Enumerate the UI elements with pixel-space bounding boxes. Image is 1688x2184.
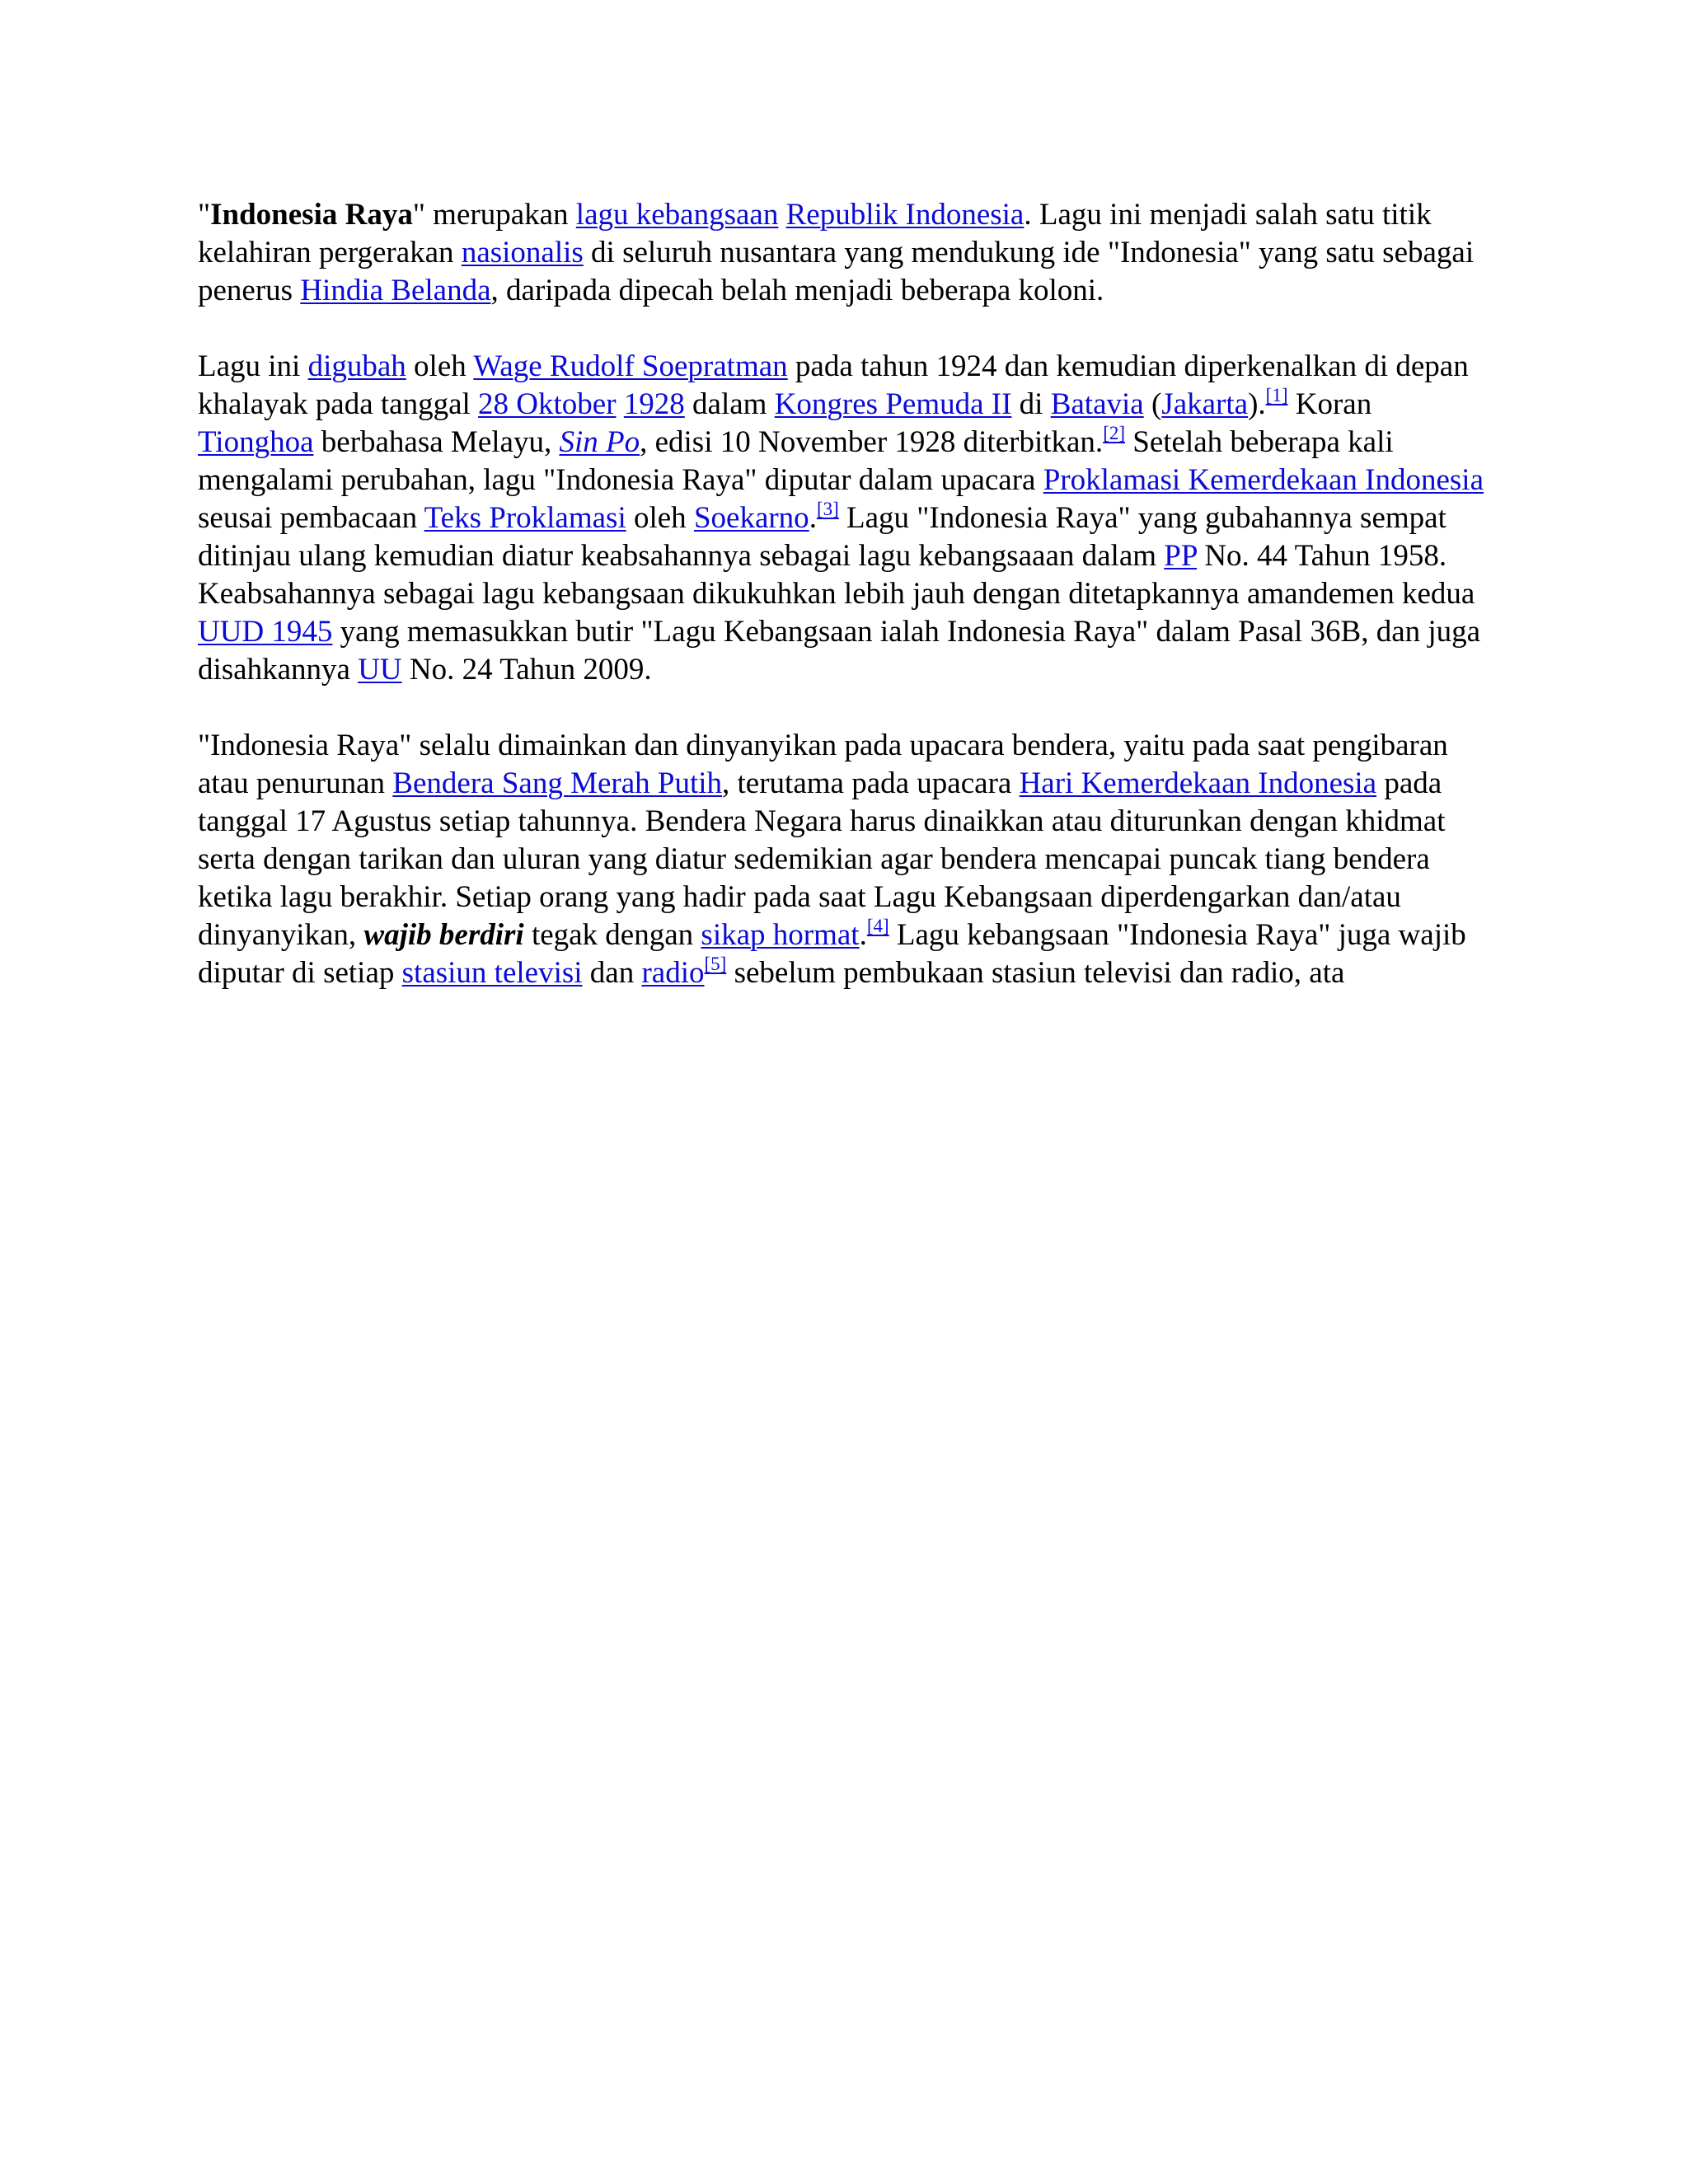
link-28-oktober[interactable]: 28 Oktober (478, 387, 617, 421)
text-run: Setelah beberapa kali mengalami perubahan, lagu "Indonesia Raya" diputar dalam upacara (198, 425, 1394, 497)
link-soekarno[interactable]: Soekarno (693, 501, 809, 535)
link-digubah[interactable]: digubah (307, 349, 406, 383)
text-run: dan (582, 956, 642, 990)
text-run: No. 44 Tahun 1958. Keabsahannya sebagai lagu kebangsaan dikukuhkan lebih jauh dengan ditetapkannya amandemen kedua (198, 539, 1475, 611)
link-teks-proklamasi[interactable]: Teks Proklamasi (424, 501, 626, 535)
link-nasionalis[interactable]: nasionalis (461, 236, 584, 269)
paragraph-history (198, 348, 1484, 689)
link-batavia[interactable]: Batavia (1050, 387, 1144, 421)
text-run: ( (1143, 387, 1162, 421)
text-run: berbahasa Melayu, (313, 425, 560, 459)
citation-superscript (1103, 423, 1125, 443)
text-run (778, 198, 785, 232)
text-run: pada tahun 1924 dan kemudian diperkenalkan di depan khalayak pada tanggal (198, 349, 1469, 421)
citation-superscript (1266, 385, 1288, 405)
link-hindia-belanda[interactable]: Hindia Belanda (300, 274, 491, 307)
text-run: seusai pembacaan (198, 501, 424, 535)
text-run: dalam (684, 387, 775, 421)
link-republik-indonesia[interactable]: Republik Indonesia (785, 198, 1025, 232)
citation-link-2[interactable]: [2] (1103, 423, 1126, 443)
text-run: di (1011, 387, 1051, 421)
link-sikap-hormat[interactable]: sikap hormat (701, 918, 860, 952)
link-pp[interactable]: PP (1164, 539, 1198, 573)
paragraph-usage (198, 727, 1484, 992)
text-run: , edisi 10 November 1928 diterbitkan. (640, 425, 1104, 459)
link-bendera-sang-merah-putih[interactable]: Bendera Sang Merah Putih (392, 766, 723, 800)
text-run: yang memasukkan butir "Lagu Kebangsaan ialah Indonesia Raya" dalam Pasal 36B, dan juga disahkannya (198, 615, 1481, 687)
text-run: " (198, 198, 211, 232)
text-run (617, 387, 624, 421)
link-uu[interactable]: UU (358, 653, 402, 687)
citation-superscript (817, 499, 839, 519)
link-proklamasi-kemerdekaan-indonesia[interactable]: Proklamasi Kemerdekaan Indonesia (1043, 463, 1484, 497)
text-run: oleh (626, 501, 694, 535)
text-run: ). (1248, 387, 1266, 421)
text-run: . (809, 501, 817, 535)
link-tionghoa[interactable]: Tionghoa (198, 425, 314, 459)
paragraph-intro (198, 196, 1484, 310)
link-stasiun-televisi[interactable]: stasiun televisi (401, 956, 583, 990)
text-run: sebelum pembukaan stasiun televisi dan radio, ata (726, 956, 1345, 990)
bold-text: Indonesia Raya (210, 198, 413, 232)
text-run: Lagu kebangsaan "Indonesia Raya" juga wajib diputar di setiap (198, 918, 1466, 990)
text-run: Lagu "Indonesia Raya" yang gubahannya sempat ditinjau ulang kemudian diatur keabsahannya sebagai lagu kebangsaaan dalam (198, 501, 1447, 573)
link-lagu-kebangsaan[interactable]: lagu kebangsaan (575, 198, 779, 232)
bold-italic-text: wajib berdiri (363, 918, 524, 952)
text-run: Lagu ini (198, 349, 308, 383)
citation-link-5[interactable]: [5] (704, 954, 727, 974)
text-run: , terutama pada upacara (722, 766, 1020, 800)
text-run: oleh (406, 349, 474, 383)
link-kongres-pemuda-ii[interactable]: Kongres Pemuda II (774, 387, 1012, 421)
text-run: di seluruh nusantara yang mendukung ide "Indonesia" yang satu sebagai penerus (198, 236, 1475, 307)
text-run: . (859, 918, 867, 952)
link-uud-1945[interactable]: UUD 1945 (198, 615, 333, 649)
link-radio[interactable]: radio (641, 956, 705, 990)
link-sin-po[interactable]: Sin Po (559, 425, 640, 459)
text-run: " merupakan (412, 198, 576, 232)
link-jakarta[interactable]: Jakarta (1161, 387, 1249, 421)
link-1928[interactable]: 1928 (623, 387, 685, 421)
text-run: pada tanggal 17 Agustus setiap tahunnya. Bendera Negara harus dinaikkan atau diturunkan dengan khidmat serta dengan tarikan dan uluran yang diatur sedemikian agar bendera mencapai puncak tiang bendera ketika lagu berakhir. Setiap orang yang hadir pada saat Lagu Kebangsaan diperdengarkan dan/atau dinyanyikan, (198, 766, 1446, 952)
text-run: Koran (1287, 387, 1372, 421)
citation-link-1[interactable]: [1] (1265, 385, 1288, 405)
text-run: , daripada dipecah belah menjadi beberapa koloni. (490, 274, 1104, 307)
citation-link-3[interactable]: [3] (816, 499, 839, 519)
text-run: tegak dengan (523, 918, 701, 952)
link-hari-kemerdekaan-indonesia[interactable]: Hari Kemerdekaan Indonesia (1019, 766, 1377, 800)
article-body (198, 196, 1484, 1030)
citation-superscript (705, 954, 727, 974)
text-run: No. 24 Tahun 2009. (401, 653, 652, 687)
text-run: "Indonesia Raya" selalu dimainkan dan dinyanyikan pada upacara bendera, yaitu pada saat pengibaran atau penurunan (198, 729, 1448, 800)
citation-link-4[interactable]: [4] (866, 916, 889, 936)
citation-superscript (867, 916, 889, 936)
link-wage-rudolf-soepratman[interactable]: Wage Rudolf Soepratman (473, 349, 788, 383)
text-run: . Lagu ini menjadi salah satu titik kelahiran pergerakan (198, 198, 1432, 269)
